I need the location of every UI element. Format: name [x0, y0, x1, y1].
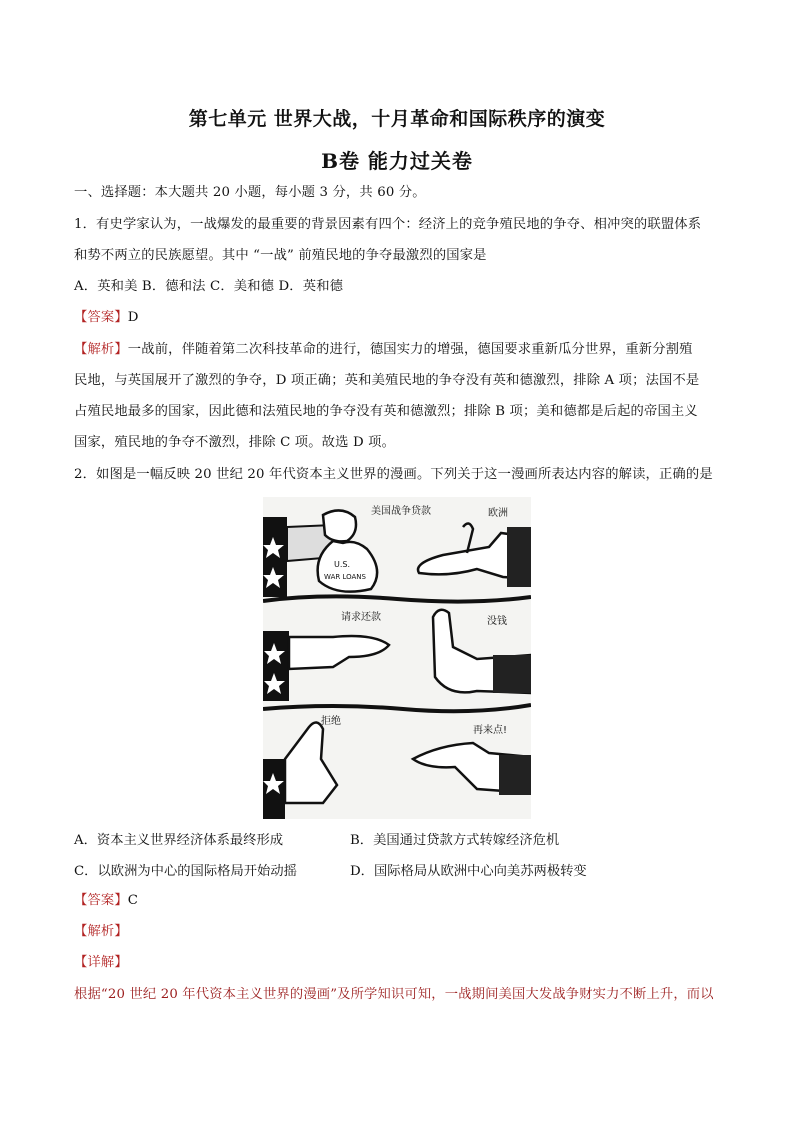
- panel3-right-caption: 再来点!: [473, 725, 508, 736]
- answer-tag: 【答案】: [74, 893, 128, 908]
- q2-answer-value: C: [127, 893, 139, 908]
- q1-analysis-line2: 民地，与英国展开了激烈的争夺，D 项正确；英和美殖民地的争夺没有英和德激烈，排除 A 项；法国不是: [74, 373, 700, 388]
- q1-stem-line2: 和势不两立的民族愿望。其中 “一战” 前殖民地的争夺最激烈的国家是: [74, 248, 487, 263]
- panel3-left-caption: 拒绝: [321, 716, 341, 727]
- q2-option-c: C．以欧洲为中心的国际格局开始动摇: [74, 864, 297, 879]
- q1-answer: [74, 308, 724, 328]
- bag-label-us: U.S.: [333, 560, 351, 569]
- panel1-left-caption: 美国战争贷款: [371, 506, 431, 517]
- q1-answer-value: D: [127, 310, 139, 325]
- answer-tag: 【答案】: [74, 310, 128, 325]
- q1-analysis-line3: 占殖民地最多的国家，因此德和法殖民地的争夺没有英和德激烈；排除 B 项；美和德都是后起的帝国主义: [74, 404, 698, 419]
- panel2-right-caption: 没钱: [487, 616, 507, 627]
- q2-detail-line1: 根据“20 世纪 20 年代资本主义世界的漫画”及所学知识可知，一战期间美国大发战争财实力不断上升，而以: [74, 987, 714, 1002]
- q1-stem-line1: 1．有史学家认为，一战爆发的最重要的背景因素有四个：经济上的竞争殖民地的争夺、相冲突的联盟体系: [74, 217, 702, 232]
- unit-title: 第七单元 世界大战，十月革命和国际秩序的演变: [188, 108, 606, 130]
- q2-answer: [74, 891, 724, 911]
- detail-tag: 【详解】: [74, 955, 128, 970]
- q1-analysis-text1: 一战前，伴随着第二次科技革命的进行，德国实力的增强，德国要求重新瓜分世界，重新分割殖: [127, 342, 693, 357]
- q2-analysis-tag: [74, 922, 724, 942]
- q1-options: A．英和美 B．德和法 C．美和德 D．英和德: [74, 279, 344, 294]
- q2-stem: 2．如图是一幅反映 20 世纪 20 年代资本主义世界的漫画。下列关于这一漫画所表达内容的解读，正确的是: [74, 467, 713, 482]
- panel1-right-caption: 欧洲: [488, 508, 508, 519]
- q2-option-d: D．国际格局从欧洲中心向美苏两极转变: [350, 864, 587, 879]
- section-heading: 一、选择题：本大题共 20 小题，每小题 3 分，共 60 分。: [74, 185, 426, 200]
- war-loans-cartoon: [263, 497, 531, 819]
- q2-detail-tag: [74, 953, 724, 973]
- q2-option-a: A．资本主义世界经济体系最终形成: [74, 833, 284, 848]
- q1-analysis-line1: [74, 340, 724, 360]
- analysis-tag: 【解析】: [74, 924, 128, 939]
- analysis-tag: 【解析】: [74, 342, 128, 357]
- q2-option-b: B．美国通过贷款方式转嫁经济危机: [350, 833, 560, 848]
- paper-subtitle: B卷 能力过关卷: [321, 149, 473, 173]
- bag-label-war-loans: WAR LOANS: [324, 573, 366, 581]
- panel2-left-caption: 请求还款: [341, 612, 381, 623]
- q1-analysis-line4: 国家，殖民地的争夺不激烈，排除 C 项。故选 D 项。: [74, 435, 396, 450]
